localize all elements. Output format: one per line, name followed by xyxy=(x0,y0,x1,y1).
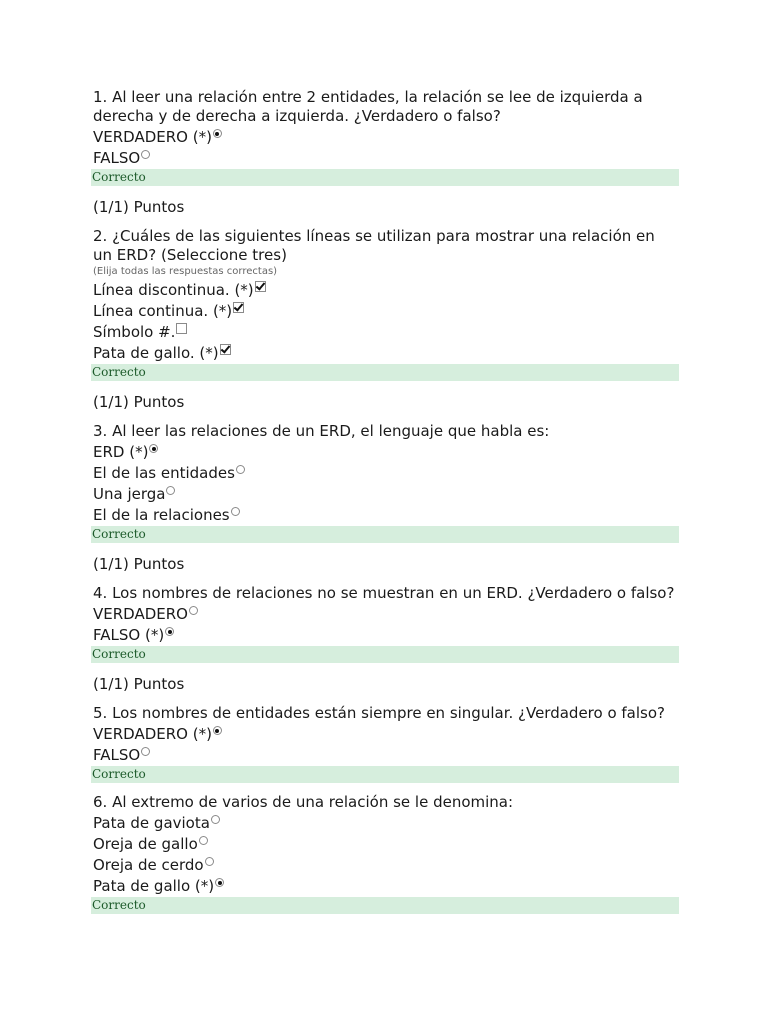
radio-unselected-icon[interactable] xyxy=(211,815,220,824)
answer-option[interactable] xyxy=(93,814,678,833)
question-text: 1. Al leer una relación entre 2 entidades, la relación se lee de izquierda a derecha y de derecha a izquierda. ¿Verdadero o falso? xyxy=(93,88,643,125)
radio-unselected-icon[interactable] xyxy=(231,507,240,516)
answer-option[interactable] xyxy=(93,464,678,483)
radio-unselected-icon[interactable] xyxy=(166,486,175,495)
answer-label: FALSO xyxy=(93,149,141,167)
answer-option[interactable] xyxy=(93,725,678,744)
radio-unselected-icon[interactable] xyxy=(236,465,245,474)
question-block xyxy=(93,227,678,412)
answer-option[interactable] xyxy=(93,877,678,896)
answer-label: Línea discontinua. (*) xyxy=(93,281,254,299)
result-banner: Correcto xyxy=(91,169,679,186)
answer-label: El de la relaciones xyxy=(93,506,230,524)
question-hint: (Elija todas las respuestas correctas) xyxy=(93,266,278,277)
answer-label: FALSO (*) xyxy=(93,626,165,644)
answer-label: Pata de gaviota xyxy=(93,814,210,832)
answer-option[interactable] xyxy=(93,856,678,875)
spacer xyxy=(93,783,678,793)
answer-label: Pata de gallo (*) xyxy=(93,877,215,895)
answer-option[interactable] xyxy=(93,344,678,363)
question-block xyxy=(93,704,678,793)
answer-label: Símbolo #. xyxy=(93,323,176,341)
answer-label: Línea continua. (*) xyxy=(93,302,233,320)
radio-unselected-icon[interactable] xyxy=(205,857,214,866)
answer-option[interactable] xyxy=(93,281,678,300)
radio-unselected-icon[interactable] xyxy=(199,836,208,845)
answer-label: Una jerga xyxy=(93,485,166,503)
answer-label: ERD (*) xyxy=(93,443,149,461)
answer-label: Oreja de gallo xyxy=(93,835,198,853)
question-text: 3. Al leer las relaciones de un ERD, el lenguaje que habla es: xyxy=(93,422,550,440)
answer-option[interactable] xyxy=(93,626,678,645)
answer-label: FALSO xyxy=(93,746,141,764)
radio-unselected-icon[interactable] xyxy=(189,606,198,615)
answer-label: VERDADERO (*) xyxy=(93,725,212,743)
checkbox-unchecked-icon[interactable] xyxy=(176,323,187,334)
question-block xyxy=(93,88,678,217)
checkbox-checked-icon[interactable] xyxy=(233,302,244,313)
answer-option[interactable] xyxy=(93,605,678,624)
answer-option[interactable] xyxy=(93,485,678,504)
question-text: 4. Los nombres de relaciones no se muestran en un ERD. ¿Verdadero o falso? xyxy=(93,584,675,602)
radio-unselected-icon[interactable] xyxy=(141,150,150,159)
answer-label: El de las entidades xyxy=(93,464,235,482)
answer-option[interactable] xyxy=(93,746,678,765)
answer-option[interactable] xyxy=(93,302,678,321)
radio-selected-icon[interactable] xyxy=(149,444,158,453)
radio-selected-icon[interactable] xyxy=(213,726,222,735)
answer-label: VERDADERO (*) xyxy=(93,128,212,146)
result-banner: Correcto xyxy=(91,364,679,381)
question-block xyxy=(93,793,678,924)
question-block xyxy=(93,584,678,694)
radio-unselected-icon[interactable] xyxy=(141,747,150,756)
question-text: 6. Al extremo de varios de una relación se le denomina: xyxy=(93,793,514,811)
answer-option[interactable] xyxy=(93,128,678,147)
result-banner: Correcto xyxy=(91,526,679,543)
radio-selected-icon[interactable] xyxy=(165,627,174,636)
checkbox-checked-icon[interactable] xyxy=(220,344,231,355)
question-block xyxy=(93,422,678,574)
answer-option[interactable] xyxy=(93,149,678,168)
quiz-results xyxy=(93,88,678,924)
result-banner: Correcto xyxy=(91,897,679,914)
result-banner: Correcto xyxy=(91,766,679,783)
answer-option[interactable] xyxy=(93,506,678,525)
result-banner: Correcto xyxy=(91,646,679,663)
spacer xyxy=(93,914,678,924)
answer-option[interactable] xyxy=(93,323,678,342)
answer-label: Pata de gallo. (*) xyxy=(93,344,219,362)
points-text: (1/1) Puntos xyxy=(93,198,185,216)
radio-selected-icon[interactable] xyxy=(215,878,224,887)
points-text: (1/1) Puntos xyxy=(93,675,185,693)
question-text: 5. Los nombres de entidades están siempre en singular. ¿Verdadero o falso? xyxy=(93,704,665,722)
radio-selected-icon[interactable] xyxy=(213,129,222,138)
answer-label: Oreja de cerdo xyxy=(93,856,204,874)
question-text: 2. ¿Cuáles de las siguientes líneas se utilizan para mostrar una relación en un ERD? (Seleccione tres) xyxy=(93,227,655,264)
answer-label: VERDADERO xyxy=(93,605,188,623)
points-text: (1/1) Puntos xyxy=(93,555,185,573)
points-text: (1/1) Puntos xyxy=(93,393,185,411)
checkbox-checked-icon[interactable] xyxy=(255,281,266,292)
answer-option[interactable] xyxy=(93,443,678,462)
answer-option[interactable] xyxy=(93,835,678,854)
